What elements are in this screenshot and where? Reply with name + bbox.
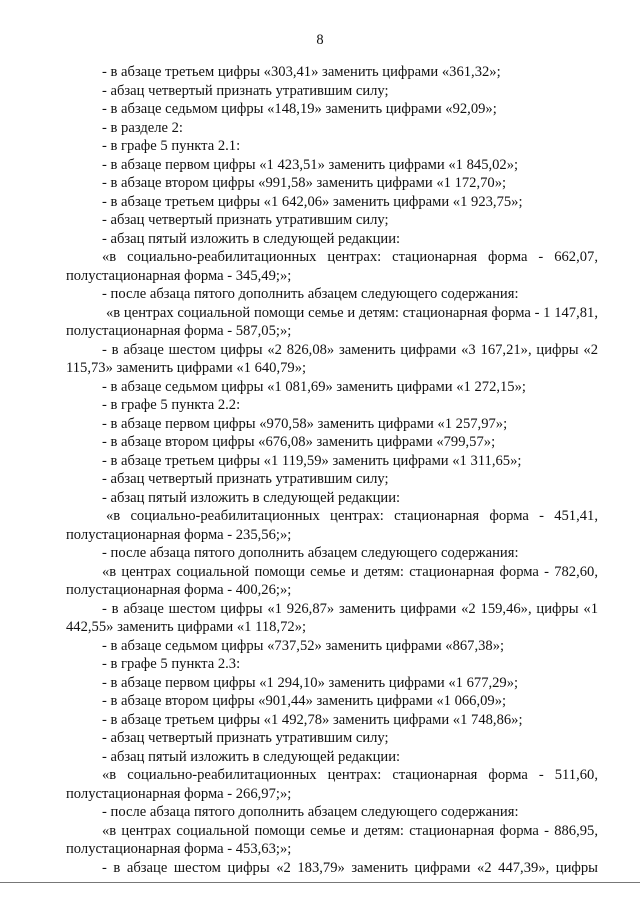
document-paragraph: - в абзаце втором цифры «991,58» заменить цифрами «1 172,70»; [102,175,507,191]
document-paragraph: «в центрах социальной помощи семье и детям: стационарная форма - 782,60, полустационарная форма - 400,26;»; [66,563,598,598]
document-paragraph: - в абзаце втором цифры «901,44» заменить цифрами «1 066,09»; [102,693,507,709]
document-paragraph: - абзац четвертый признать утратившим силу; [102,212,389,228]
document-paragraph: - абзац пятый изложить в следующей редакции: [102,489,401,506]
document-paragraph: - в графе 5 пункта 2.3: [102,656,241,672]
document-paragraph: - в абзаце третьем цифры «1 492,78» заменить цифрами «1 748,86»; [102,711,523,728]
document-paragraph: - после абзаца пятого дополнить абзацем следующего содержания: [102,286,519,302]
document-paragraph: - в графе 5 пункта 2.2: [102,397,241,413]
footer-rule [0,882,640,883]
document-paragraph: «в центрах социальной помощи семье и детям: стационарная форма - 886,95, полустационарная форма - 453,63;»; [66,822,598,857]
document-paragraph: - в абзаце первом цифры «970,58» заменить цифрами «1 257,97»; [102,415,508,432]
document-paragraph: «в социально-реабилитационных центрах: стационарная форма - 662,07, полустационарная форма - 345,49;»; [66,249,598,284]
document-paragraph: - в абзаце шестом цифры «2 826,08» заменить цифрами «3 167,21», цифры «2 115,73» заменить цифрами «1 640,79»; [66,341,598,376]
page-number: 8 [316,32,324,48]
document-paragraph: - в абзаце третьем цифры «1 119,59» заменить цифрами «1 311,65»; [102,452,522,469]
document-paragraph: - в абзаце шестом цифры «1 926,87» заменить цифрами «2 159,46», цифры «1 442,55» заменить цифрами «1 118,72»; [66,600,598,635]
document-paragraph: - в абзаце седьмом цифры «148,19» заменить цифрами «92,09»; [102,101,497,117]
document-paragraph: - в абзаце третьем цифры «1 642,06» заменить цифрами «1 923,75»; [102,193,523,210]
document-paragraph: - в абзаце первом цифры «1 423,51» заменить цифрами «1 845,02»; [102,156,519,173]
document-paragraph: - в абзаце третьем цифры «303,41» заменить цифрами «361,32»; [102,64,501,80]
document-paragraph: «в социально-реабилитационных центрах: стационарная форма - 451,41, полустационарная форма - 235,56;»; [66,508,598,543]
document-paragraph: - в абзаце шестом цифры «2 183,79» заменить цифрами «2 447,39», цифры [102,859,598,876]
document-paragraph: - абзац пятый изложить в следующей редакции: [102,748,401,765]
document-paragraph: - в разделе 2: [102,119,183,136]
document-paragraph: - после абзаца пятого дополнить абзацем следующего содержания: [102,545,519,561]
document-paragraph: - в абзаце седьмом цифры «1 081,69» заменить цифрами «1 272,15»; [102,378,526,395]
document-paragraph: - абзац четвертый признать утратившим силу; [102,471,389,487]
document-paragraph: - в абзаце первом цифры «1 294,10» заменить цифрами «1 677,29»; [102,674,519,691]
document-body [66,63,598,877]
document-paragraph: «в социально-реабилитационных центрах: стационарная форма - 511,60, полустационарная форма - 266,97;»; [66,767,598,802]
document-paragraph: - абзац пятый изложить в следующей редакции: [102,230,401,247]
document-paragraph: - абзац четвертый признать утратившим силу; [102,82,389,99]
document-paragraph: - абзац четвертый признать утратившим силу; [102,730,389,746]
document-paragraph: «в центрах социальной помощи семье и детям: стационарная форма - 1 147,81, полустационарная форма - 587,05;»; [66,304,598,339]
document-paragraph: - после абзаца пятого дополнить абзацем следующего содержания: [102,804,519,820]
document-paragraph: - в абзаце втором цифры «676,08» заменить цифрами «799,57»; [102,434,496,450]
document-paragraph: - в графе 5 пункта 2.1: [102,138,241,154]
document-paragraph: - в абзаце седьмом цифры «737,52» заменить цифрами «867,38»; [102,637,505,654]
